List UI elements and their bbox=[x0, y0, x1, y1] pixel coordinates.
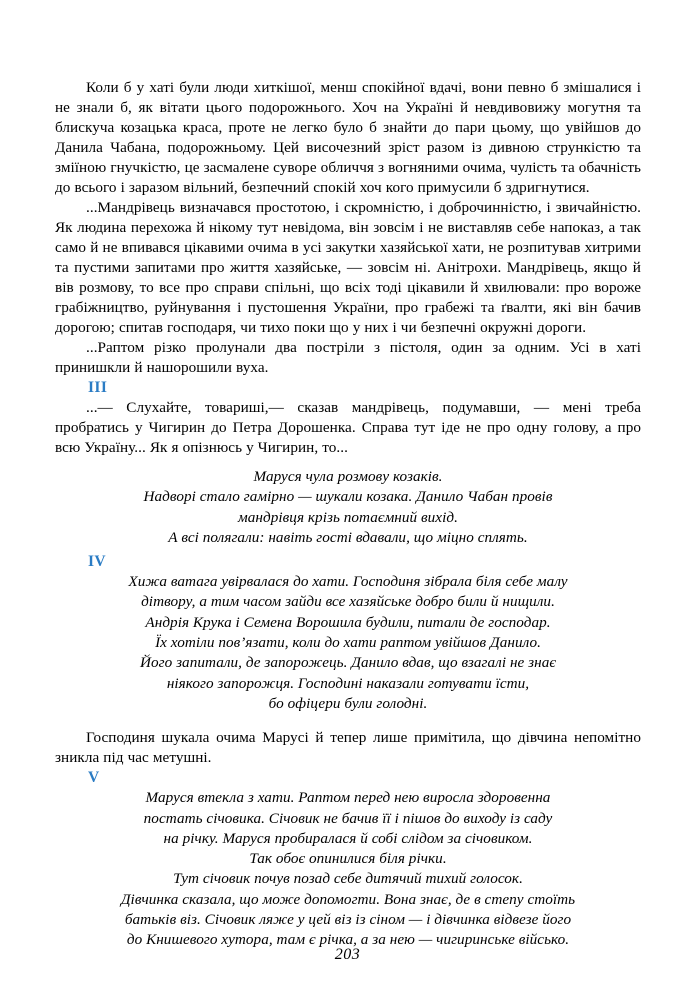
summary-line: А всі полягали: навіть гості вдавали, що міцно сплять. bbox=[168, 528, 528, 546]
summary-block-three bbox=[55, 788, 641, 950]
section-marker-iii: III bbox=[88, 379, 108, 396]
page-number: 203 bbox=[334, 946, 361, 963]
summary-line: Хижа ватага увірвалася до хати. Господиня зібрала біля себе малу bbox=[128, 573, 568, 591]
page-content bbox=[55, 78, 641, 951]
paragraph-block: ...— Слухайте, товариші,— сказав мандрівець, подумавши, — мені треба пробратись у Чигирин до Петра Дорошенка. Справа тут іде не про одну голову, а про всю Україну... Як я опізнюсь у Чигирин, то... bbox=[55, 399, 641, 456]
paragraph-block: Господиня шукала очима Марусі й тепер лише примітила, що дівчина непомітно зникла під час метушні. bbox=[55, 729, 641, 767]
summary-line: Його запитали, де запорожець. Данило вдав, що взагалі не знає bbox=[139, 654, 557, 672]
summary-line: Маруся втекла з хати. Раптом перед нею виросла здоровенна bbox=[145, 789, 551, 807]
section-marker-iv: IV bbox=[88, 553, 107, 571]
summary-line: Андрія Крука і Семена Ворошила будили, питали де господар. bbox=[145, 613, 551, 631]
summary-line: Їх хотіли пов’язати, коли до хати раптом увійшов Данило. bbox=[155, 634, 541, 652]
summary-line: дітвору, а тим часом зайди все хазяйське добро били й нищили. bbox=[141, 593, 555, 611]
summary-line: Тут січовик почув позад себе дитячий тихий голосок. bbox=[173, 870, 523, 888]
summary-line: Маруся чула розмову козаків. bbox=[253, 468, 443, 485]
paragraph-block: ...Раптом різко пролунали два постріли з пістоля, один за одним. Усі в хаті принишкли й нашорошили вуха. bbox=[55, 339, 641, 376]
summary-block-one bbox=[55, 467, 641, 548]
summary-line: Дівчинка сказала, що може допомогти. Вона знає, де в степу стоїть bbox=[120, 890, 576, 908]
summary-line: батьків віз. Січовик ляже у цей віз із сіном — і дівчинка відвезе його bbox=[124, 911, 572, 929]
summary-line: постать січовика. Січовик не бачив її і пішов до виходу із саду bbox=[143, 809, 553, 827]
summary-line: Так обоє опинилися біля річки. bbox=[249, 850, 447, 868]
summary-line: мандрівця крізь потаємний вихід. bbox=[238, 508, 458, 526]
spacer bbox=[55, 714, 641, 728]
paragraph-block: Коли б у хаті були люди хиткішої, менш спокійної вдачі, вони певно б змішалися і не знали б, як вітати цього подорожнього. Хоч на Україні й невдивовижу могутня та блискуча козацька краса, проте не легко було б знайти до пари цьому, що увійшов до Данила Чабана, подорожньому. Цей височезний зріст разом із дивною стрункістю та зміїною гнучкістю, це засмалене суворе обличчя з вогняними очима, чулість та обачність до всього і заразом вільний, безпечний спокій хоч кого примусили б здригнутися. bbox=[55, 79, 641, 196]
summary-line: на річку. Маруся пробиралася й собі слідом за січовиком. bbox=[163, 829, 533, 847]
spacer bbox=[55, 458, 641, 467]
summary-line: бо офіцери були голодні. bbox=[268, 694, 428, 712]
summary-line: до Книшевого хутора, там є річка, а за нею — чигиринське військо. bbox=[126, 931, 570, 949]
summary-line: ніякого запорожця. Господині наказали готувати їсти, bbox=[166, 674, 530, 692]
summary-line: Надворі стало гамірно — шукали козака. Данило Чабан провів bbox=[143, 488, 553, 506]
paragraph-block: ...Мандрівець визначався простотою, і скромністю, і доброчинністю, і звичайністю. Як людина перехожа й нікому тут невідома, він зовсім і не виставляв себе напоказ, а так само й не впивався цікавими очима в усі закутки хазяйської хати, не розпитував хитрими та пустими запитами про життя хазяйське, — зовсім ні. Анітрохи. Мандрівець, якщо й вів розмову, то все про справи спільні, що всіх тоді цікавили й хвилювали: про вороже грабіжництво, руйнування і пустошення України, про грабежі та ґвалти, які він бачив дорогою; спитав господаря, чи тихо поки що у них і чи безпечні окружні дороги. bbox=[55, 199, 641, 336]
summary-block-two bbox=[55, 572, 641, 714]
section-marker-v: V bbox=[88, 769, 100, 787]
